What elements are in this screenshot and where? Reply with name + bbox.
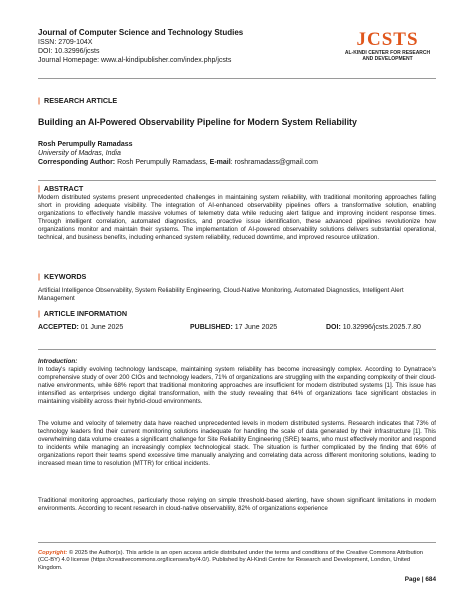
accepted-date [38,323,123,332]
author-name: Rosh Perumpully Ramadass [38,141,133,148]
accepted-label: ACCEPTED: [38,324,79,331]
body-divider [38,349,436,350]
keywords-heading-label: KEYWORDS [44,272,87,281]
email-value[interactable]: : roshramadass@gmail.com [230,159,318,166]
journal-doi: DOI: 10.32996/jcsts [38,48,100,55]
author-affiliation: University of Madras, India [38,150,121,157]
email-label: E-mail [207,159,231,166]
body-paragraph-1: In today's rapidly evolving technology landscape, maintaining system reliability has become increasingly complex. According to Dynatrace's comprehensive study of over 200 CIOs and technology leaders, 71% of organizations are struggling with the expanding complexity of their cloud-native environments, while 68% report that traditional monitoring approaches are insufficient for modern distributed systems [1]. This issue has intensified as enterprises undergo digital transformation, with the study revealing that 64% of organizations face significant obstacles in maintaining visibility across their hybrid-cloud environments. [38,366,436,405]
abstract-heading [38,184,83,193]
page-number: Page | 684 [404,576,436,583]
keywords-heading [38,272,86,281]
abstract-heading-label: ABSTRACT [43,184,84,193]
accepted-value: 01 June 2025 [78,324,124,331]
logo-sub-2: AND DEVELOPMENT [362,56,413,62]
corresponding-author [38,158,438,167]
journal-logo [335,30,440,62]
doi-label: DOI: [326,324,341,331]
section-marker: | [38,309,41,318]
intro-heading: Introduction: [38,358,78,365]
abstract-text: Modern distributed systems present unprecedented challenges in maintaining system reliability, with traditional monitoring approaches falling short in providing adequate visibility. The integration of AI-enhanced observability pipelines offers a transformative solution, enabling organizations to effectively handle massive volumes of telemetry data while reducing alert fatigue and improving incident response times. Through intelligent correlation, automated diagnostics, and proactive issue identification, these advanced pipelines revolutionize how organizations monitor and maintain their systems. The implementation of AI-powered observability solutions delivers substantial operational, technical, and business benefits, including enhanced system reliability, reduced downtime, and improved resource utilization. [38,194,436,241]
header-divider [38,78,436,79]
journal-issn: ISSN: 2709-104X [38,39,93,46]
published-label: PUBLISHED: [190,324,233,331]
section-marker: | [38,96,41,105]
section-marker: | [38,272,41,281]
journal-title: Journal of Computer Science and Technology Studies [38,28,244,37]
article-type [38,96,117,105]
article-info-heading-label: ARTICLE INFORMATION [43,309,128,318]
corresponding-value: Rosh Perumpully Ramadass, [115,159,208,166]
paper-title: Building an AI-Powered Observability Pipeline for Modern System Reliability [38,117,357,127]
logo-text: JCSTS [356,29,419,50]
body-paragraph-3: Traditional monitoring approaches, particularly those relying on simple threshold-based alerting, have shown significant limitations in modern environments. According to recent research in cloud-native observability, 82% of organizations experience [38,497,436,512]
logo-sub-1: AL-KINDI CENTER FOR RESEARCH [344,50,431,56]
body-paragraph-2: The volume and velocity of telemetry data have reached unprecedented levels in modern distributed systems. Research indicates that 73% of technology leaders find their current monitoring solutions inadequate for handling the scale of data generated by their infrastructure [1]. This overwhelming data volume creates a significant challenge for Site Reliability Engineering (SRE) teams, who must effectively monitor and respond to incidents while managing an increasingly complex technological stack. The situation is further complicated by the finding that 69% of organizations report their teams spend excessive time manually analyzing and correlating data across different monitoring solutions, leading to increased mean time to resolution (MTTR) for critical incidents. [38,420,436,467]
copyright-text: © 2025 the Author(s). This article is an open access article distributed under the terms and conditions of the Creative Commons Attribution (CC-BY) 4.0 license (https://creativecommons.org/licenses/by/4.0/). Published by Al-Kindi Centre for Research and Development, London, United Kingdom. [38,550,424,571]
copyright-label: Copyright: [38,550,68,556]
keywords-text: Artificial Intelligence Observability, System Reliability Engineering, Cloud-Native Monitoring, Automated Diagnostics, Intelligent Alert Management [38,287,404,302]
published-value: 17 June 2025 [232,324,278,331]
article-doi [326,323,421,332]
doi-value[interactable]: 10.32996/jcsts.2025.7.80 [340,324,421,331]
journal-homepage[interactable]: Journal Homepage: www.al-kindipublisher.com/index.php/jcsts [38,57,232,64]
corresponding-label: Corresponding Author: [38,159,116,166]
abstract-divider [38,180,436,181]
author-block [38,140,438,167]
section-marker: | [38,184,41,193]
footer-divider [38,542,436,543]
article-info-heading [38,309,127,318]
published-date [190,323,277,332]
article-type-label: RESEARCH ARTICLE [44,96,118,105]
copyright-notice [38,550,436,572]
